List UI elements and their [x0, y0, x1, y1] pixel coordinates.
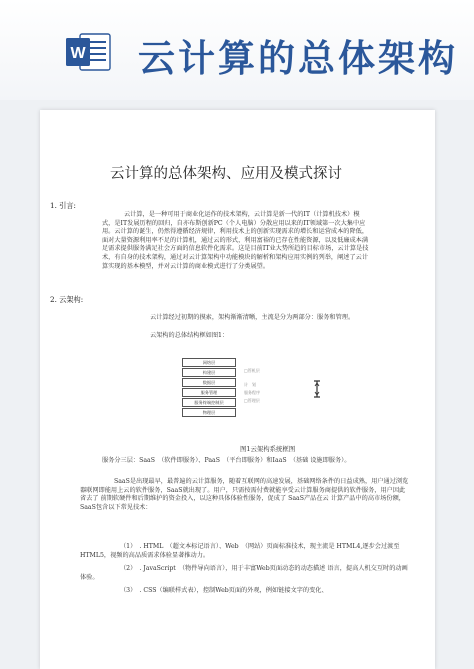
document-page — [40, 110, 435, 669]
diagram-layer: 构建层 — [182, 368, 236, 377]
diagram-side-label: □管理层 — [244, 398, 260, 403]
diagram-side-label: 服务程序 — [244, 390, 260, 395]
diagram-layer: 服务管理 — [182, 388, 236, 397]
figure-caption: 图1云架构系统框图 — [240, 445, 296, 453]
diagram-side-label: □管机层 — [244, 368, 260, 373]
list-item: （1） . HTML （超文本标记语言）、Web （网站）页面标准技术，现主流是 HTML4,逐步会过渡至HTML5，视频的高品质需求体验显著推动力。 — [80, 543, 400, 559]
services-paragraph: 服务分三层：SaaS （软件即服务）、PaaS （平台即服务）和IaaS （基础 设施即服务）。 — [102, 457, 351, 464]
section1-heading: 1. 引言: — [50, 201, 76, 210]
word-document-icon — [66, 32, 112, 72]
diagram-layer: 数据层 — [182, 378, 236, 387]
diagram-layer: 服务终端控制层 — [182, 398, 236, 407]
diagram-layer: 网络层 — [182, 358, 236, 367]
saas-paragraph: SaaS是出现最早，最普遍的云计算服务，随着互联网的高速发展，基础网络条件的日益成熟，用户通过浏览器联网即能用上云的软件服务，SaaS就出现了。用户，只需按需付费就能享受云计算服务商提供的软件服务，用户因此省去了 前期软硬件和后期维护的资金投入，以这种具体体验性服务，促成了 SaaS产品在云 计算产品中的高市场份额，SaaS包含以下常见技术： — [80, 478, 409, 511]
section2-heading: 2. 云架构: — [50, 295, 84, 304]
section1-paragraph: 云计算，是一种可用于商业化运作的技术架构，云计算是新一代的IT（计算机技术）模式，是IT发展历程的回归，自亦布斯创新PC（个人电脑）分散应用以来的IT领域第一次大集中应用。云计算的诞生，仍然得遵循经济规律，利用技术上的创新实现需求的增长和运营成本的降低，面对大量资源利用率不足的计算机，通过云的形式，利用富裕的已存在性能资源，以及低廉成本满足需求提供服务满足社会方面的信息软件化需求。这是目前IT业大势所趋的目标市场，云计算是技术，有自身的技术架构，通过对云计算架构中功能模块的解析和架构应用实例的列举，阐述了云计算实现的基本模型，并对云计算的商业模式进行了分类展望。 — [102, 211, 369, 270]
document-title: 云计算的总体架构、应用及模式探讨 — [110, 166, 342, 182]
header-banner — [0, 0, 474, 100]
diagram-intro: 云架构的总体结构框如图1： — [150, 332, 229, 339]
diagram-layer: 物理层 — [182, 408, 236, 417]
banner-title: 云计算的总体架构 — [138, 37, 458, 80]
svg-text:W: W — [70, 45, 86, 62]
list-item: （3） . CSS（编联样式表），控制Web页面的外观，例如链接文字的变化、 — [120, 587, 328, 594]
architecture-diagram — [180, 358, 350, 428]
list-item: （2） . JavaScript （物件导向语言），用于丰富Web页面动态的动态描述 语言，提高人机交互时的动画体验。 — [80, 565, 408, 581]
section2-paragraph: 云计算经过初期的摸索，架构渐渐清晰，主流是分为两部分：服务和管理。 — [150, 314, 355, 321]
diagram-side-label: 计 划 — [244, 382, 256, 387]
text-cursor-icon — [312, 380, 322, 398]
